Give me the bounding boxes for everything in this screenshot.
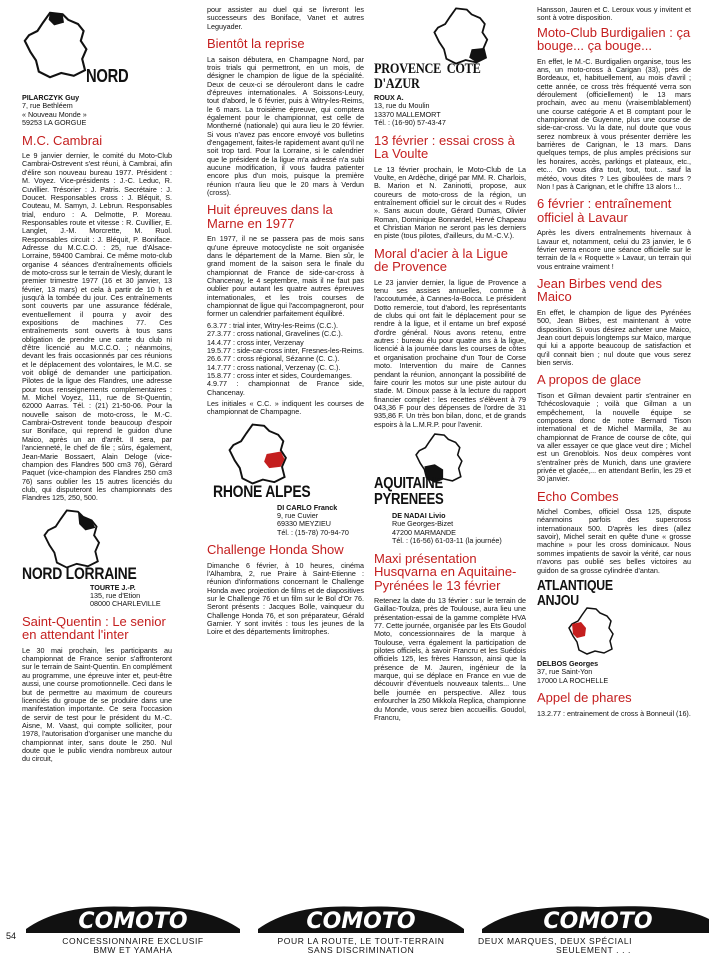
contact-line: Rue Georges-Bizet: [392, 519, 454, 529]
region-title: NORD LORRAINE: [22, 563, 137, 583]
article-text: Le 30 mai prochain, les participants au championnat de France senior s'affronteront sur le terrain de Saint-Quentin. En complément au programme, une épreuve inter et, peut-être aussi, une course promotionnelle. Ceci dans le but de permettre au maximum de coureurs licenciés du groupe de se produire dans une manifestation importante. Ce sera l'occasion de servir de test pour le président du M.-C. Aisne, M. Vaast, qui compte solliciter, pour 1978, l'autorisation d'organiser une manche du championnat inter, sans doute le 250. Nul doute que le public viendra nombreux autour du circuit,: [22, 645, 172, 764]
article-heading: Moral d'acier à la Ligue de Provence: [374, 245, 508, 275]
ad-panel-1: [22, 895, 244, 955]
article-heading: Bientôt la reprise: [207, 36, 305, 52]
contact-line: 59253 LA GORGUE: [22, 118, 87, 128]
event-item: 14.4.77 : cross inter, Verzenay: [207, 337, 304, 347]
region-header-provence: [374, 6, 526, 92]
contact-line: 08000 CHARLEVILLE: [90, 599, 161, 609]
contact-name: DI CARLO Franck: [277, 502, 338, 512]
contact-line: Tél. : (16-90) 57-43-47: [374, 118, 446, 128]
contact-line: 7, rue Bethléem: [22, 101, 73, 111]
france-map-icon: [227, 422, 291, 486]
contact-block: [90, 584, 172, 609]
contact-name: DELBOS Georges: [537, 658, 599, 668]
contact-name: PILARCZYK Guy: [22, 93, 80, 102]
region-title: ATLANTIQUE ANJOU: [537, 576, 613, 609]
region-header-aquitaine: [374, 432, 526, 508]
contact-line: 13, rue du Moulin: [374, 101, 430, 111]
column-4: [537, 6, 691, 721]
article-text: Le 9 janvier dernier, le comité du Moto-Club Cambrai-Ostrevent s'est réuni, à Cambrai, afin d'élire son nouveau bureau 1977. Président : M. Voyez. Vice-présidents : J.-C. Leduc, R. Cuvillier. Trésorier : J. Patris. Secrétaire : J. Doucet. Responsables cross : J. Bléquit, S. Couteau, M. Samyn, J. Lebrun. Responsables trial, enduro : A. Delmotte, P. Moreau. Responsables route et vitesse : R. Cuvillier, E. Langlet, J.-M. Morcrette, M. Ruol. Responsables circuit : J. Bléquit, P. Boniface. Adresse du M.C.C.O. : 25, rue d'Alsace-Lorraine, 59400 Cambrai. Ce même moto-club organise 4 séances d'entraînements officiels de moto-cross sur le terrain de Viesly, durant le premier trimestre 1977 (16 et 30 janvier, 13 février, 13 mars) et cela à partir de 10 h et jusqu'à la tombée du jour. Ces entraînements sont couverts par une assurance fédérale, eventuellement il pourra y avoir des expositions de machines 77. Ces entraînements sont ouverts à tous sans obligation de prendre une carte du club ni d'être licencié au M.C.C.O. ; néanmoins, devant les frais occasionnés par ces réunions et le déplacement des volontaires, le M.C. se voit obligé de demander une participation. Pilotes de la ligue des Flandres, une adresse pour tous renseignements complementaires : M. Michel Voyez, 111, rue de St-Quentin, 62000 Aarras. Tél. : (21) 21-50-06. Pour la nouvelle saison de moto-cross, le M.-C. Cambrai-Ostrevent tonde beaucoup d'espoir sur Boniface, qui reprend le guidon d'une Maico, après un an d'arrêt. Il sera, par l'ancienneté, le chef de file ; sûrs, également, Jean-Marie Bossaert, Alain Deloge (vice-champion des Flandres 500 cm3 76), Gérard Paquet (vice-champion des Flandres 250 cm3 76) sans oublier les 15 autres licenciés du club, qui disputeront les championnats des Flandres 125, 250, 500.: [22, 151, 172, 503]
article-text: Les initiales « C.C. » indiquent les courses de championnat de Champagne.: [207, 398, 364, 417]
article-text: 13.2.77 : entrainement de cross à Bonneuil (16).: [537, 708, 691, 718]
article-text: Le 23 janvier dernier, la ligue de Provence a tenu ses assises annuelles, comme à l'accoutumée, à Cannes-la-Bocca. Le président Dotto remercie, tout d'abord, les représentants de clubs qui ont fait le déplacement pour se rendre à la ligue, et il entame un bref exposé d'ordre général. Nous avons retenu, entre autres : bureau élu pour quatre ans à la ligue, licencié à la journée dans les courses de côtes et organisation prochaine d'un Tour de Corse moto. Intervention du maire de Cannes pendant la réunion, annonçant la possibilité de faire courir les motos sur une piste autour du stade. M. Dinoux passe à la lecture du rapport financier complet : les recettes s'élèvent à 79 043,36 F pour des dépenses de l'ordre de 31 935,86 F. Un très bon bilan, donc, et de grands espoirs à la L.M.R.P. pour l'avenir.: [374, 277, 526, 429]
contact-block: [374, 94, 526, 128]
event-item: 14.7.77 : cross national, Verzenay (C. C.).: [207, 362, 341, 372]
article-heading: A propos de glace: [537, 372, 642, 388]
article-text: Michel Combes, officiel Ossa 125, dispute néanmoins parfois des supercross internationaux 500. D'après les dires (allez savoir), Michel serait en quête d'une « grosse machine » pour les cross dominicaux. Nous sommes impatients de savoir la vérité, car nous n'avons pas oublié ses belles victoires au guidon de sa grosse cylindrée d'antan.: [537, 507, 691, 575]
article-heading: Saint-Quentin : Le senior en attendant l'inter: [22, 613, 166, 643]
article-text: En effet, le M.-C. Burdigalien organise, tous les ans, un moto-cross à Carigan (33), près de Bordeaux, et, habituellement, au mois d'avril ; cette année, ce cross très fréquenté verra son déroulement (officiellement) le 13 mars prochain, avec au menu (vraisemblablement) une course catégorie A et B comptant pour le championnat de Guyenne, plus une course de side-car-cross. Vu la date, nul doute que vous serez nombreux à vous présenter derrière les barrières de Carignan, le 13 mars. Dans quelques temps, de plus amples précisions sur les horaires, accès, parkings et plateaux, etc., etc... On vous dira tout, tout, tout... sauf la météo, vous dites ? Les giboulées de mars ? Non ! pas à Carignan, et le chiffre 13 alors !...: [537, 56, 691, 191]
contact-line: 37, rue Saint-Yon: [537, 667, 593, 677]
comoto-logo: [478, 899, 709, 935]
contact-line: 9, rue Cuvier: [277, 511, 319, 520]
article-text: En effet, le champion de ligue des Pyrénées 500, Jean Birbes, est maintenant à votre disposition. Si vous désirez acheter une Maico, Jean court depuis longtemps sur Maico, marque qui lui a apporte beaucoup de satisfaction et qu'il connait bien ; nul doute que vous serez bien servis.: [537, 307, 691, 367]
contact-block: [392, 512, 526, 546]
france-map-icon: [22, 10, 92, 80]
ad-tagline: SEULEMENT . . .: [556, 945, 631, 955]
contact-line: 13370 MALLEMORT: [374, 109, 441, 119]
contact-line: 47200 MARMANDE: [392, 527, 456, 537]
event-item: 4.9.77 : championnat de France side, Chancenay.: [207, 379, 364, 397]
region-title: PROVENCE COTE D'AZUR: [374, 61, 481, 92]
contact-block: [537, 660, 691, 685]
comoto-logo-text: COMOTO: [543, 909, 653, 934]
article-text: pour assister au duel qui se livreront les successeurs des Boniface, Vanet et autres Leguyader.: [207, 5, 364, 31]
page-number: 54: [6, 931, 17, 941]
comoto-logo-text: COMOTO: [306, 909, 416, 934]
region-header-atlantique: [537, 578, 691, 658]
contact-line: 69330 MEYZIEU: [277, 519, 331, 529]
column-1: [22, 6, 172, 767]
ad-tagline: DEUX MARQUES, DEUX SPÉCIALI: [478, 936, 633, 946]
region-title: NORD: [86, 66, 129, 86]
contact-line: « Nouveau Monde »: [22, 109, 87, 119]
article-heading: 13 février : essai cross à La Voulte: [374, 132, 515, 162]
article-text: Tison et Gilman devaient partir s'entrainer en Tchécoslovaquie ; voilà que Gilman a un empêchement, la nouvelle équipe se composera donc de notre Bernard Tison international et de Michel Marmilla, 3e au championnat de France de course de côte, qui va aller essayer ce que glace veut dire ; Michel est un Grenoblois. Nos deux compères vont s'entraîner près de Munich, dans une graviere privée et glacée,... en attendant Berlin, les 29 et 30 janvier.: [537, 390, 691, 484]
article-text: Le 13 février prochain, le Moto-Club de La Voulte, en Ardèche, dirigé par MM. R. Charlois, B. Marion et N. Zaninotti, propose, aux coureurs de moto-cross de la région, un entraînement officiel sur le circuit des « Rudes ». Sans aucun doute, Gérard Dumas, Olivier Roman, Dominique Bonnardel, Hervé Chapeau et Christian Marion ne seront pas les derniers en piste (tous pilotes, d'ailleurs, du M.-C.V.).: [374, 164, 526, 241]
contact-name: TOURTE J.-P.: [90, 582, 136, 592]
contact-name: ROUX A.: [374, 93, 404, 102]
article-heading: 6 février : entraînement officiel à Lavaur: [537, 196, 672, 225]
region-header-rhone-alpes: [207, 420, 364, 504]
comoto-logo-text: COMOTO: [78, 909, 188, 934]
event-item: 19.5.77 : side-car-cross inter, Fresnes-les-Reims.: [207, 345, 364, 355]
article-text: La saison débutera, en Champagne Nord, par trois trials qui permettront, en un mois, de désigner le champion de ligue de la spécialité. Deux de ceux-ci se dérouleront dans le cadre d'épreuves internationales. A Soissons-Leury, tout d'abord, le 6 février, puis à Witry-les-Reims, le 6 mars. La troisième épreuve, qui comptera également pour le championnat, est celle de Montherné (nationale) qui aura lieu le 20 février. Si vous n'avez pas encore envoyé vos bulletins d'engagement, faites-le rapidement avant qu'il ne soit trop tard. Pour la Lorraine, si le calendrier que le président de la ligue m'a adressé n'a subi aucune modification, il vous faudra patienter encore plus d'un mois, puisque la première réunion n'aura lieu que le 20 mars à Verdun (cross).: [207, 54, 364, 198]
region-title: RHONE ALPES: [213, 481, 311, 501]
article-heading: Appel de phares: [537, 690, 632, 706]
contact-line: 135, rue d'Etion: [90, 590, 141, 600]
article-text: En 1977, il ne se passera pas de mois sans qu'une épreuve motocycliste ne soit organisée dans le département de la Marne. Bien sûr, le grand moment de la saison sera le finale du championnat de France de side-car-cross à Chancenay, le 4 septembre, mais il ne faut pas oublier pour autant les quatre autres épreuves internationales, et les trois courses de championnat de ligue qui l'accompagneront, pour former un calendrier parfaitement équilibré.: [207, 234, 364, 319]
ad-tagline: CONCESSIONNAIRE EXCLUSIF: [62, 936, 204, 946]
region-header-nord: [22, 6, 172, 94]
region-header-nord-lorraine: [22, 506, 172, 584]
event-item: 26.6.77 : cross régional, Sézanne (C. C.).: [207, 354, 340, 364]
france-map-icon: [42, 508, 104, 570]
france-map-icon: [567, 606, 617, 656]
contact-block: [22, 94, 172, 128]
contact-name: DE NADAI Livio: [392, 510, 446, 520]
ad-tagline: SANS DISCRIMINATION: [307, 945, 415, 955]
ad-tagline: BMW ET YAMAHA: [93, 945, 173, 955]
article-text: Hansson, Jauren et C. Leroux vous y invitent et sont à votre disposition.: [537, 5, 691, 23]
event-list: [207, 322, 364, 397]
france-map-icon: [432, 6, 492, 66]
contact-block: [277, 504, 364, 538]
article-heading: Huit épreuves dans la Marne en 1977: [207, 202, 333, 231]
column-2: [207, 6, 364, 640]
comoto-logo: [254, 899, 468, 935]
article-heading: Echo Combes: [537, 488, 619, 504]
article-heading: Moto-Club Burdigalien : ça bouge... ça bouge...: [537, 24, 691, 54]
event-item: 27.3.77 : cross national, Gravelines (C.C.).: [207, 329, 343, 339]
ad-tagline: POUR LA ROUTE, LE TOUT-TERRAIN: [277, 936, 445, 946]
event-item: 6.3.77 : trial inter, Witry-les-Reims (C.C.).: [207, 320, 338, 330]
contact-line: 17000 LA ROCHELLE: [537, 675, 609, 685]
article-heading: Challenge Honda Show: [207, 542, 344, 558]
comoto-logo: [22, 899, 244, 935]
ad-panel-2: [254, 895, 468, 955]
event-item: 15.8.77 : cross inter et sides, Courdemanges.: [207, 370, 353, 380]
column-3: [374, 6, 526, 725]
ad-panel-3: [478, 895, 709, 955]
article-heading: M.C. Cambrai: [22, 132, 103, 148]
contact-line: Tél. : (15-78) 70-94-70: [277, 527, 349, 537]
article-heading: Maxi présentation Husqvarna en Aquitaine-Pyrénées le 13 février: [374, 550, 517, 593]
comoto-ad-banner: [22, 895, 709, 955]
article-text: Après les divers entraînements hivernaux à Lavaur et, notamment, celui du 23 janvier, le 6 février verra encore une séance officielle sur le terrain de la « Roquette » Lavaur, un terrain qui vous entraine vraiment !: [537, 228, 691, 271]
article-text: Dimanche 6 février, à 10 heures, cinéma l'Alhambra, 2, rue Praire à Saint-Etienne : réunion d'informations concernant le Challenge Honda avec projection de films et de diapositives sur le Challenge 76 et un film sur le Bol d'Or 76. Seront présents : Jacques Bolle, vainqueur du Challenge Honda 76, et son préparateur, Gérald Garnier. Y sont invités : tous les jeunes de la Loire et des départements limitrophes.: [207, 560, 364, 637]
contact-line: Tél. : (16-56) 61-03-11 (la journée): [392, 536, 502, 546]
article-heading: Jean Birbes vend des Maico: [537, 275, 663, 305]
article-text: Retenez la date du 13 février : sur le terrain de Gaillac-Toulza, près de Toulouse, aura lieu une présentation-essai de la gamme complète HVA 77. Cette journée, organisée par les Ets Goudol Moto, concessionnaires de la marque à Toulouse, verra également la participation de pilotes officiels, à savoir Francru et les Suédois officiels 125, les frères Hansson, ainsi que la présence de M. Jauren, ingénieur de la marque, qui se déplace en France en vue de découvrir d'éventuels nouveaux talents... Une belle journée en perspective. Allez tous enfourcher la 250 Mikkola Replica, championne du Monde, vous serez bien accueillis. Goudol, Francru,: [374, 596, 526, 722]
region-title: AQUITAINE PYRENEES: [374, 474, 444, 508]
